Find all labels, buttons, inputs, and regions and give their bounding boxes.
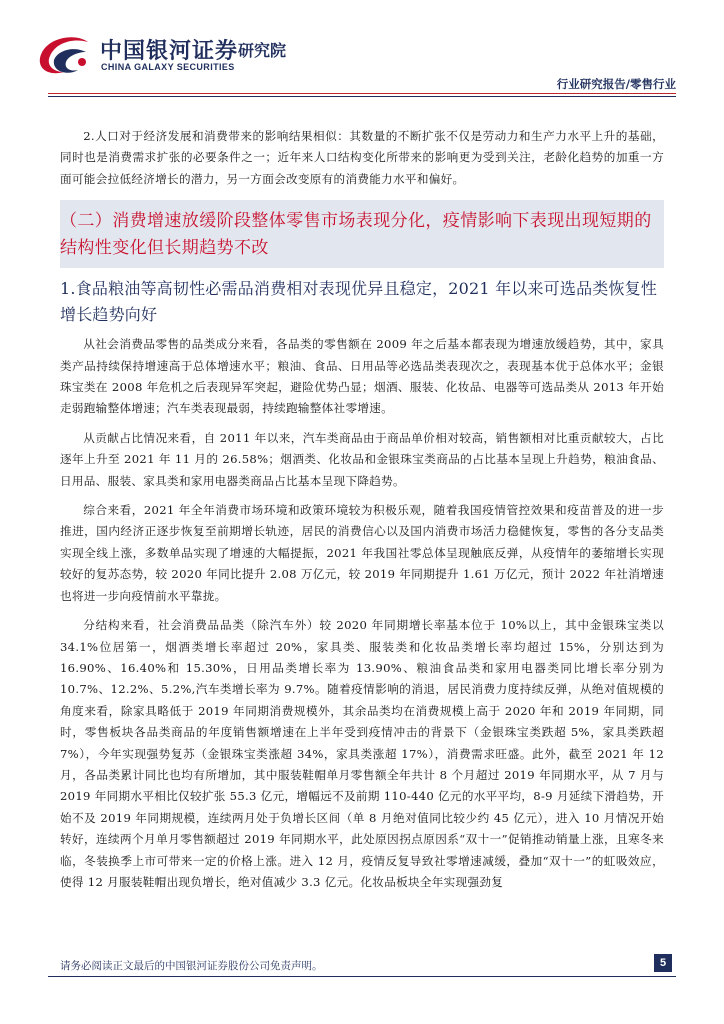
- body-paragraph-2: 从贡献占比情况来看，自 2011 年以来，汽车类商品由于商品单价相对较高，销售额相对比重贡献较大，占比逐年上升至 2021 年 11 月的 26.58%；烟酒类、化妆品和金银珠宝类商品的占比基本呈现上升趋势，粮油食品、日用品、服装、家具类和家用电器类商品占比基本呈现下降趋势。: [60, 430, 664, 488]
- body-paragraph-3: 综合来看，2021 年全年消费市场环境和政策环境较为积极乐观，随着我国疫情管控效果和疫苗普及的进一步推进，国内经济正逐步恢复至前期增长轨迹，居民的消费信心以及国内消费市场活力稳健恢复，零售的各分支品类实现全线上涨，多数单品实现了增速的大幅提振，2021 年我国社零总体呈现触底反弹，从疫情年的萎缩增长实现较好的复苏态势，较 2020 年同比提升 2.08 万亿元，较 2019 年同期提升 1.61 万亿元，预计 2022 年社消增速也将进一步向疫情前水平靠拢。: [60, 503, 664, 603]
- header-divider: [48, 93, 676, 94]
- page-header: [0, 0, 724, 100]
- header-divider-thin: [48, 96, 676, 97]
- company-name-en: CHINA GALAXY SECURITIES: [101, 62, 235, 72]
- institute-label: 研究院: [238, 41, 287, 60]
- page-number: 5: [654, 954, 672, 972]
- footer-divider: [48, 976, 676, 977]
- report-type-label: 行业研究报告/零售行业: [556, 77, 676, 91]
- body-paragraph-1: 从社会消费品零售的品类成分来看，各品类的零售额在 2009 年之后基本都表现为增速放缓趋势，其中，家具类产品持续保持增速高于总体增速水平；粮油、食品、日用品等必选品类表现次之，表现基本优于总体水平；金银珠宝类在 2008 年危机之后表现异军突起，避险优势凸显；烟酒、服装、化妆品、电器等可选品类从 2013 年开始走弱跑输整体增速；汽车类表现最弱，持续跑输整体社零增速。: [60, 337, 664, 416]
- body-paragraph-4: 分结构来看，社会消费品品类（除汽车外）较 2020 年同期增长率基本位于 10%以上，其中金银珠宝类以 34.1%位居第一，烟酒类增长率超过 20%，家具类、服装类和化妆品类增长率均超过 15%，分别达到为 16.90%、16.40%和 15.30%，日用品类增长率为 13.90%、粮油食品类和家用电器类同比增长率分别为 10.7%、12.2%、5.2%,汽车类增长率为 9.7%。随着疫情影响的消退，居民消费力度持续反弹，从绝对值规模的角度来看，除家具略低于 2019 年同期消费规模外，其余品类均在消费规模上高于 2020 年和 2019 年同期，同时，零售板块各品类商品的年度销售额增速在上半年受到疫情冲击的背景下（金银珠宝类跌超 5%，家具类跌超 7%），今年实现强势复苏（金银珠宝类涨超 34%，家具类涨超 17%），消费需求旺盛。此外，截至 2021 年 12 月，各品类累计同比也均有所增加，其中服装鞋帽单月零售额全年共计 8 个月超过 2019 年同期水平，从 7 月与 2019 年同期水平相比仅较扩张 55.3 亿元，增幅远不及前期 110-440 亿元的水平平均，8-9 月延续下滑趋势，开始不及 2019 年同期规模，连续两月处于负增长区间（单 8 月绝对值同比较少约 45 亿元），进入 10 月情况开始转好，连续两个月单月零售额超过 2019 年同期水平，此处原因拐点原因系“双十一”促销推动销量上涨，且寒冬来临，冬装换季上市可带来一定的价格上涨。进入 12 月，疫情反复导致社零增速减缓，叠加“双十一”的虹吸效应，使得 12 月服装鞋帽出现负增长，绝对值减少 3.3 亿元。化妆品板块全年实现强劲复: [60, 618, 664, 889]
- galaxy-swirl-icon: [34, 30, 92, 76]
- section-heading: （二）消费增速放缓阶段整体零售市场表现分化，疫情影响下表现出现短期的结构性变化但长期趋势不改: [60, 200, 664, 268]
- intro-paragraph: 2.人口对于经济发展和消费带来的影响结果相似：其数量的不断扩张不仅是劳动力和生产力水平上升的基础，同时也是消费需求扩张的必要条件之一；近年来人口结构变化所带来的影响更为受到关注，老龄化趋势的加重一方面可能会拉低经济增长的潜力，另一方面会改变原有的消费能力水平和偏好。: [60, 129, 664, 186]
- disclaimer-text: 请务必阅读正文最后的中国银河证券股份公司免责声明。: [60, 960, 323, 972]
- report-body: [60, 126, 664, 893]
- sub-heading: 1.食品粮油等高韧性必需品消费相对表现优异且稳定，2021 年以来可选品类恢复性增长趋势向好: [60, 279, 658, 325]
- company-name-cn: 中国银河证券: [100, 39, 239, 64]
